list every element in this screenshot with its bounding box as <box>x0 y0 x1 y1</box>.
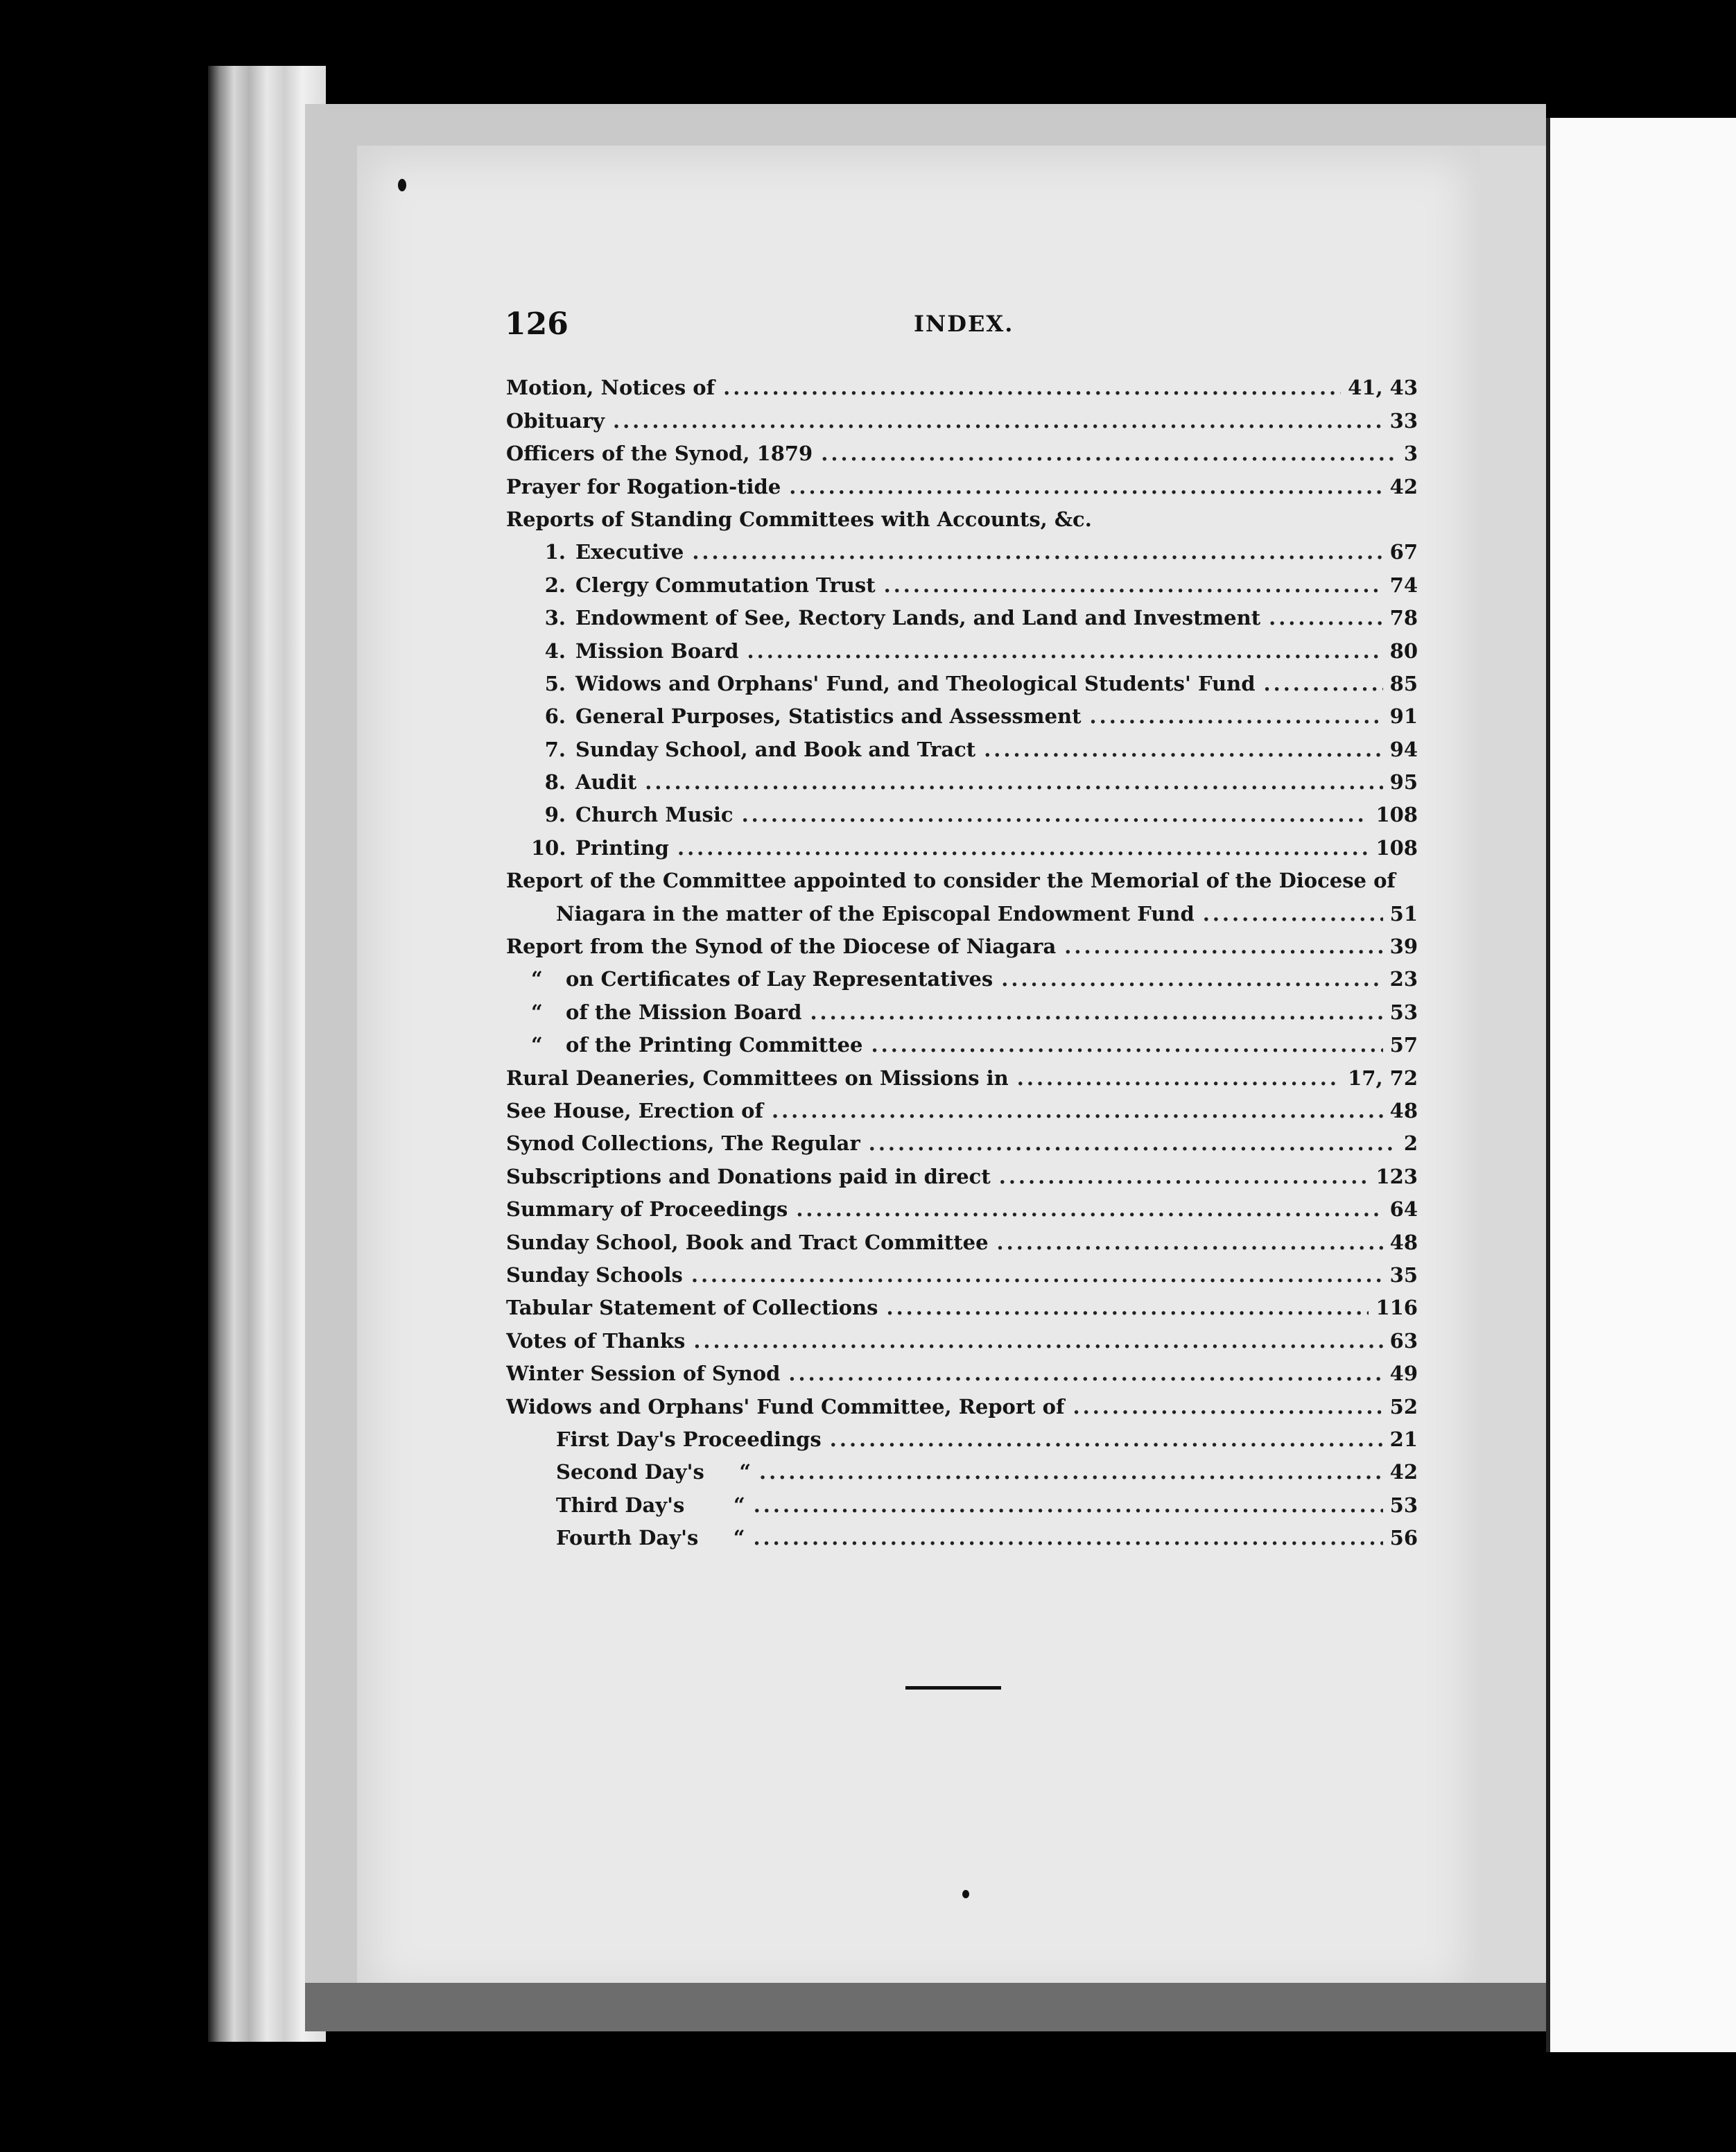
entry-label: Widows and Orphans' Fund Committee, Report of <box>506 1394 1065 1418</box>
entry-page-number: 63 <box>1389 1328 1418 1353</box>
index-entry <box>506 1123 1418 1156</box>
dot-leader <box>1073 1394 1383 1419</box>
entry-label: First Day's Proceedings <box>556 1427 822 1451</box>
dot-leader <box>692 539 1382 564</box>
dot-leader <box>772 1098 1383 1123</box>
entry-label: Audit <box>575 770 637 795</box>
entry-label: Summary of Proceedings <box>506 1197 788 1222</box>
entry-label: Clergy Commutation Trust <box>575 573 876 597</box>
entry-page-number: 17, 72 <box>1348 1066 1418 1090</box>
entry-page-number: 52 <box>1389 1394 1418 1418</box>
entry-page-number: 35 <box>1389 1262 1418 1287</box>
index-entry <box>506 991 1418 1024</box>
index-entry <box>506 860 1418 893</box>
entry-number: 10. <box>531 835 566 860</box>
entry-label: Second Day's “ <box>556 1460 752 1484</box>
entry-label: Rural Deaneries, Committees on Missions in <box>506 1066 1009 1090</box>
entry-label: Niagara in the matter of the Episcopal Endowment Fund <box>556 901 1195 926</box>
entry-page-number: 42 <box>1389 474 1418 498</box>
index-entry <box>506 532 1418 564</box>
dot-leader <box>1264 671 1383 696</box>
index-entry <box>506 1353 1418 1386</box>
entry-page-number: 95 <box>1389 770 1418 795</box>
dot-leader <box>693 1328 1382 1353</box>
entry-page-number: 48 <box>1389 1230 1418 1254</box>
dot-leader <box>677 835 1369 860</box>
entry-label: Motion, Notices of <box>506 376 715 400</box>
entry-label: Sunday School, and Book and Tract <box>575 737 976 761</box>
entry-page-number: 21 <box>1389 1427 1418 1451</box>
dot-leader <box>1090 704 1383 729</box>
index-heading: INDEX. <box>914 311 1014 337</box>
entry-page-number: 85 <box>1389 671 1418 695</box>
dot-leader <box>1203 901 1383 926</box>
index-entry <box>506 663 1418 696</box>
dot-leader <box>810 1000 1382 1025</box>
index-entry <box>506 1255 1418 1287</box>
entry-page-number: 53 <box>1389 1000 1418 1024</box>
dot-leader <box>1001 966 1382 991</box>
index-entry <box>506 1452 1418 1484</box>
index-entry <box>506 1386 1418 1418</box>
entry-label: General Purposes, Statistics and Assessment <box>575 704 1082 729</box>
index-entry <box>506 400 1418 433</box>
entry-page-number: 49 <box>1389 1362 1418 1386</box>
index-entry <box>506 1222 1418 1254</box>
index-entry <box>506 499 1418 532</box>
dot-leader <box>759 1459 1383 1484</box>
film-speck <box>962 1890 969 1898</box>
entry-number: 9. <box>544 803 566 827</box>
entry-page-number: 94 <box>1389 737 1418 761</box>
index-entry <box>506 1091 1418 1123</box>
entry-page-number: 56 <box>1389 1526 1418 1550</box>
ditto-mark: “ <box>531 967 543 991</box>
entry-label: Sunday Schools <box>506 1262 683 1287</box>
index-entry <box>506 433 1418 466</box>
index-entry <box>506 762 1418 795</box>
dot-leader <box>796 1197 1382 1222</box>
entry-label: Report of the Committee appointed to consider the Memorial of the Diocese of <box>506 869 1396 893</box>
entry-label: Tabular Statement of Collections <box>506 1296 878 1320</box>
index-entry <box>506 827 1418 860</box>
index-entry <box>506 795 1418 827</box>
entry-label: Subscriptions and Donations paid in direct <box>506 1164 991 1188</box>
dot-leader <box>1017 1066 1341 1091</box>
entry-page-number: 80 <box>1389 639 1418 663</box>
entry-label: of the Mission Board <box>566 1000 802 1024</box>
entry-number: 7. <box>544 737 566 761</box>
entry-page-number: 91 <box>1389 704 1418 729</box>
entry-page-number: 116 <box>1375 1296 1418 1320</box>
entry-label: Votes of Thanks <box>506 1328 686 1353</box>
dot-leader <box>999 1164 1369 1189</box>
entry-label: Endowment of See, Rectory Lands, and Land and Investment <box>575 606 1261 630</box>
film-speck <box>398 179 406 191</box>
page-gutter-strip <box>1477 146 1546 2018</box>
entry-label: Winter Session of Synod <box>506 1362 781 1386</box>
index-entries-list <box>506 367 1418 1550</box>
entry-page-number: 108 <box>1375 835 1418 860</box>
dot-leader <box>869 1131 1397 1156</box>
entry-label: Obituary <box>506 408 605 433</box>
entry-label: Prayer for Rogation-tide <box>506 474 781 498</box>
entry-label: Report from the Synod of the Diocese of Niagara <box>506 935 1057 959</box>
entry-page-number: 42 <box>1389 1460 1418 1484</box>
entry-number: 6. <box>544 704 566 729</box>
entry-page-number: 48 <box>1389 1098 1418 1122</box>
entry-number: 4. <box>544 639 566 663</box>
entry-number: 3. <box>544 606 566 630</box>
index-entry <box>506 696 1418 729</box>
entry-page-number: 57 <box>1389 1033 1418 1057</box>
entry-label: Mission Board <box>575 639 739 663</box>
entry-page-number: 78 <box>1389 606 1418 630</box>
index-entry <box>506 729 1418 761</box>
dot-leader <box>691 1262 1383 1287</box>
dot-leader <box>1064 934 1382 959</box>
dot-leader <box>997 1230 1383 1255</box>
dot-leader <box>788 1361 1382 1386</box>
index-entry <box>506 1484 1418 1517</box>
index-entry <box>506 1057 1418 1090</box>
entry-label: of the Printing Committee <box>566 1033 863 1057</box>
ditto-mark: “ <box>531 1033 543 1057</box>
entry-page-number: 23 <box>1389 967 1418 991</box>
entry-label: Sunday School, Book and Tract Committee <box>506 1230 989 1254</box>
entry-label: Church Music <box>575 803 734 827</box>
index-entry <box>506 564 1418 597</box>
dot-leader <box>645 770 1382 795</box>
entry-label: Synod Collections, The Regular <box>506 1131 860 1156</box>
dot-leader <box>884 573 1383 598</box>
page-number: 126 <box>505 306 568 342</box>
entry-page-number: 64 <box>1389 1197 1418 1222</box>
index-entry <box>506 466 1418 498</box>
dot-leader <box>1269 605 1383 630</box>
adjacent-blank-page <box>1546 118 1736 2052</box>
closing-rule <box>905 1686 1001 1690</box>
dot-leader <box>984 737 1382 762</box>
dot-leader <box>753 1525 1382 1550</box>
entry-page-number: 3 <box>1403 442 1418 466</box>
index-entry <box>506 926 1418 959</box>
index-entry <box>506 1189 1418 1222</box>
entry-label: Third Day's “ <box>556 1493 745 1517</box>
index-entry <box>506 1287 1418 1320</box>
entry-label: See House, Erection of <box>506 1098 763 1122</box>
entry-page-number: 53 <box>1389 1493 1418 1517</box>
entry-page-number: 51 <box>1389 901 1418 926</box>
entry-page-number: 39 <box>1389 935 1418 959</box>
index-entry <box>506 1419 1418 1452</box>
page-bottom-shadow <box>305 1983 1546 2031</box>
dot-leader <box>747 639 1383 663</box>
entry-label: Printing <box>575 835 669 860</box>
dot-leader <box>830 1427 1383 1452</box>
entry-number: 5. <box>544 671 566 695</box>
dot-leader <box>821 441 1397 466</box>
dot-leader <box>871 1032 1383 1057</box>
entry-label: Officers of the Synod, 1879 <box>506 442 813 466</box>
entry-label: Widows and Orphans' Fund, and Theological Students' Fund <box>575 671 1256 695</box>
dot-leader <box>789 474 1382 499</box>
entry-label: Fourth Day's “ <box>556 1526 745 1550</box>
entry-page-number: 67 <box>1389 540 1418 564</box>
dot-leader <box>886 1295 1369 1320</box>
dot-leader <box>723 375 1341 400</box>
ditto-mark: “ <box>531 1000 543 1024</box>
entry-page-number: 123 <box>1375 1164 1418 1188</box>
index-entry <box>506 1156 1418 1188</box>
entry-label: Executive <box>575 540 684 564</box>
index-entry <box>506 893 1418 926</box>
dot-leader <box>613 408 1383 433</box>
entry-label: Reports of Standing Committees with Accounts, &c. <box>506 507 1092 531</box>
dot-leader <box>742 802 1369 827</box>
entry-page-number: 108 <box>1375 803 1418 827</box>
entry-number: 8. <box>544 770 566 795</box>
index-entry <box>506 630 1418 663</box>
dot-leader <box>754 1493 1383 1518</box>
entry-page-number: 33 <box>1389 408 1418 433</box>
entry-number: 1. <box>544 540 566 564</box>
index-entry <box>506 1025 1418 1057</box>
entry-page-number: 74 <box>1389 573 1418 597</box>
entry-label: on Certificates of Lay Representatives <box>566 967 993 991</box>
entry-page-number: 41, 43 <box>1348 376 1418 400</box>
index-entry <box>506 1518 1418 1550</box>
entry-page-number: 2 <box>1403 1131 1418 1156</box>
index-entry <box>506 1320 1418 1353</box>
index-entry <box>506 367 1418 400</box>
index-entry <box>506 959 1418 991</box>
index-entry <box>506 598 1418 630</box>
entry-number: 2. <box>544 573 566 597</box>
